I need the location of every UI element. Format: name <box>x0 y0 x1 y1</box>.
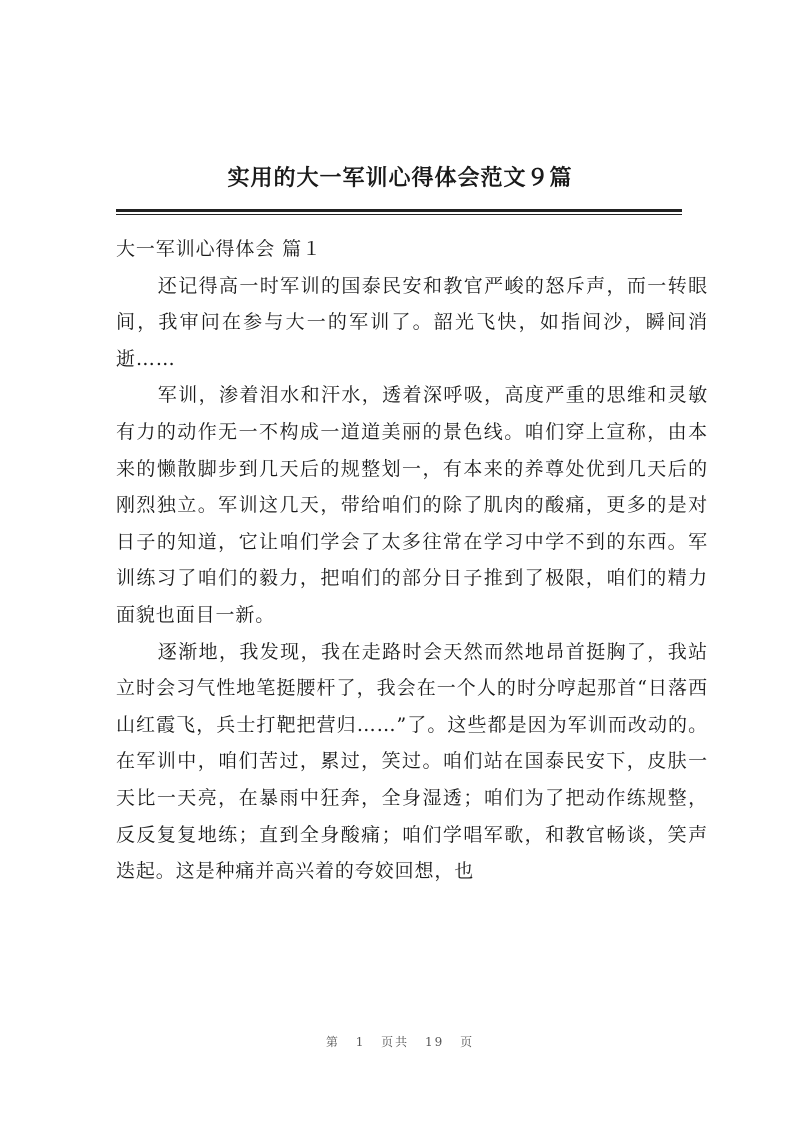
document-title: 实用的大一军训心得体会范文９篇 <box>227 165 573 191</box>
document-body <box>116 231 708 890</box>
paragraph-1: 还记得高一时军训的国泰民安和教官严峻的怒斥声，而一转眼间，我审问在参与大一的军训了。韶光飞快，如指间沙，瞬间消逝…… <box>116 274 708 370</box>
paragraph-2: 军训，渗着泪水和汗水，透着深呼吸，高度严重的思维和灵敏有力的动作无一不构成一道道美丽的景色线。咱们穿上宣称，由本来的懒散脚步到几天后的规整划一，有本来的养尊处优到几天后的刚烈独立。军训这几天，带给咱们的除了肌肉的酸痛，更多的是对日子的知道，它让咱们学会了太多往常在学习中学不到的东西。军训练习了咱们的毅力，把咱们的部分日子推到了极限，咱们的精力面貌也面目一新。 <box>116 384 708 626</box>
title-divider-thin <box>116 214 682 215</box>
paragraph-3: 逐渐地，我发现，我在走路时会天然而然地昂首挺胸了，我站立时会习气性地笔挺腰杆了，我会在一个人的时分哼起那首“日落西山红霞飞，兵士打靶把营归……”了。这些都是因为军训而改动的。在军训中，咱们苦过，累过，笑过。咱们站在国泰民安下，皮肤一天比一天亮，在暴雨中狂奔，全身湿透；咱们为了把动作练规整，反反复复地练；直到全身酸痛；咱们学唱军歌，和教官畅谈，笑声迭起。这是种痛并高兴着的夸姣回想，也 <box>116 640 708 883</box>
section-heading: 大一军训心得体会 篇１ <box>116 238 322 260</box>
page-footer: 第 1 页共 19 页 <box>325 1035 475 1049</box>
title-divider-thick <box>116 209 682 212</box>
